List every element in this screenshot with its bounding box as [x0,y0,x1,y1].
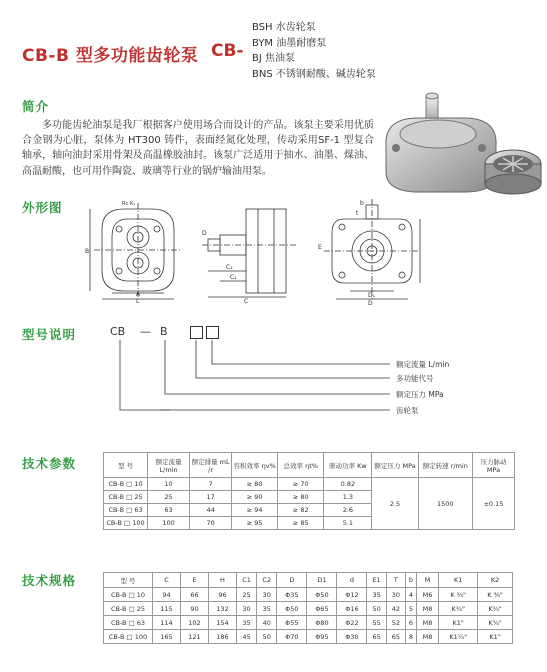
params-heading: 技术参数 [22,456,77,471]
variant-item: BSH 水齿轮泵 [252,22,316,33]
specs-cell: K¾" [478,616,513,630]
params-cell: ≥ 80 [232,478,278,491]
specs-cell: 90 [180,602,208,616]
specs-cell: 94 [153,588,181,602]
params-shared-speed: 1500 [418,478,472,530]
model-connector-lines [160,338,390,418]
params-cell: 44 [190,504,232,517]
specs-cell: 186 [208,630,236,644]
variant-list [252,20,376,82]
specs-header: D1 [307,573,337,588]
specs-cell: K¾" [439,602,478,616]
specs-cell: Φ30 [337,630,367,644]
params-shared-pulsation: ±0.15 [472,478,514,530]
specs-cell: CB-B □ 10 [104,588,153,602]
specs-cell: Φ12 [337,588,367,602]
specs-cell: 55 [367,616,386,630]
params-cell: 17 [190,491,232,504]
specs-header: E [180,573,208,588]
specs-cell: 5 [406,602,417,616]
specs-cell: 154 [208,616,236,630]
specs-cell: 50 [257,630,277,644]
specs-cell: Φ55 [277,616,307,630]
specs-table [103,572,513,644]
params-cell: ≥ 95 [232,517,278,530]
specs-cell: CB-B □ 100 [104,630,153,644]
params-cell: 10 [148,478,190,491]
specs-cell: 45 [236,630,256,644]
specs-cell: 165 [153,630,181,644]
params-cell: 100 [148,517,190,530]
specs-cell: Φ35 [277,588,307,602]
params-cell: ≥ 82 [278,504,324,517]
product-title-suffix: CB- [211,41,244,61]
specs-row [104,588,513,602]
params-cell: ≥ 80 [278,491,324,504]
front-view-drawing [84,199,194,305]
params-cell: CB-B □ 25 [104,491,148,504]
specs-header: H [208,573,236,588]
specs-cell: Φ70 [277,630,307,644]
model-desc-multi: 多功能代号 [396,374,434,383]
model-connector-lines-cb [110,338,170,418]
intro-text [22,118,374,179]
right-view-label: D₁ [368,292,376,299]
specs-cell: K¾" [478,602,513,616]
right-view-label: t [356,210,359,217]
side-view-label: C [244,298,249,305]
specs-cell: 132 [208,602,236,616]
model-code-b: B [160,325,168,338]
product-title: CB-B 型多功能齿轮泵 [22,46,199,66]
specs-cell: 30 [236,602,256,616]
params-header: 额定压力 MPa [372,453,418,478]
specs-cell: 52 [386,616,405,630]
params-cell: ≥ 94 [232,504,278,517]
params-cell: 1.3 [324,491,372,504]
specs-cell: 65 [386,630,405,644]
params-cell: ≥ 85 [278,517,324,530]
params-cell: 70 [190,517,232,530]
specs-header: C1 [236,573,256,588]
params-header: 额定排量 mL /r [190,453,232,478]
specs-cell: 115 [153,602,181,616]
specs-cell: 40 [257,616,277,630]
side-view-drawing [198,199,308,305]
specs-cell: M8 [416,630,438,644]
right-view-label: E [318,244,322,251]
specs-cell: 30 [257,588,277,602]
specs-header: b [406,573,417,588]
params-cell: CB-B □ 10 [104,478,148,491]
front-view-label: A [136,291,141,298]
model-desc-pressure: 额定压力 MPa [396,390,444,399]
specs-cell: 25 [236,588,256,602]
params-header: 驱动功率 Kw [324,453,372,478]
params-cell: 63 [148,504,190,517]
model-heading: 型号说明 [22,327,77,342]
specs-header: M [416,573,438,588]
specs-header: K2 [478,573,513,588]
specs-header: C2 [257,573,277,588]
params-header-row [104,453,515,478]
params-cell: ≥ 90 [232,491,278,504]
specs-header: D [277,573,307,588]
specs-cell: 42 [386,602,405,616]
specs-cell: 30 [386,588,405,602]
specs-header: E1 [367,573,386,588]
variant-item: BNS 不锈钢耐酸、碱齿轮泵 [252,68,376,80]
front-view-label: B [85,248,90,255]
specs-cell: K ⅜" [439,588,478,602]
specs-cell: 8 [406,630,417,644]
specs-cell: 35 [367,588,386,602]
specs-cell: 35 [236,616,256,630]
specs-cell: M6 [416,588,438,602]
model-desc-pump: 齿轮泵 [396,406,419,415]
specs-header: C [153,573,181,588]
params-cell: 0.82 [324,478,372,491]
specs-heading: 技术规格 [22,573,77,588]
specs-cell: K ⅜" [478,588,513,602]
front-view-label: Rc K₁ [122,201,136,207]
specs-row [104,602,513,616]
params-cell: 5.1 [324,517,372,530]
params-header: 额定流量 L/min [148,453,190,478]
params-cell: 25 [148,491,190,504]
right-view-label: D [368,300,373,305]
intro-heading: 简介 [22,99,50,114]
specs-cell: Φ50 [277,602,307,616]
specs-header: 型 号 [104,573,153,588]
right-view-drawing [316,199,428,305]
outline-heading: 外形图 [22,200,63,215]
params-row [104,478,515,491]
params-cell: 2.6 [324,504,372,517]
variant-item: BJ 焦油泵 [252,53,295,64]
specs-cell: CB-B □ 25 [104,602,153,616]
specs-cell: M8 [416,602,438,616]
specs-cell: Φ16 [337,602,367,616]
specs-cell: CB-B □ 63 [104,616,153,630]
specs-header: K1 [439,573,478,588]
specs-cell: Φ50 [307,588,337,602]
specs-cell: 114 [153,616,181,630]
specs-cell: Φ95 [307,630,337,644]
specs-cell: Φ80 [307,616,337,630]
params-header: 型 号 [104,453,148,478]
specs-cell: 96 [208,588,236,602]
variant-item: BYM 油墨耐磨泵 [252,37,327,49]
specs-row [104,616,513,630]
params-header: 容积效率 ηv% [232,453,278,478]
model-code-dash: — [140,325,151,338]
specs-cell: 66 [180,588,208,602]
params-cell: CB-B □ 63 [104,504,148,517]
specs-cell: Φ65 [307,602,337,616]
params-cell: 7 [190,478,232,491]
front-view-label: L [136,298,140,305]
model-code-cb: CB [110,325,126,338]
params-cell: CB-B □ 100 [104,517,148,530]
params-table [103,452,515,530]
specs-header: d [337,573,367,588]
specs-cell: 35 [257,602,277,616]
specs-header: T [386,573,405,588]
params-header: 额定转速 r/min [418,453,472,478]
specs-cell: Φ22 [337,616,367,630]
params-header: 总效率 ηt% [278,453,324,478]
params-shared-pressure: 2.5 [372,478,418,530]
model-desc-flow: 额定流量 L/min [396,360,450,369]
specs-row [104,630,513,644]
specs-cell: 4 [406,588,417,602]
specs-cell: 102 [180,616,208,630]
specs-cell: K1" [439,616,478,630]
right-view-label: b [360,200,364,207]
specs-cell: 6 [406,616,417,630]
side-view-label: D [202,230,207,237]
params-header: 压力脉动 MPa [472,453,514,478]
specs-cell: K1" [478,630,513,644]
specs-cell: K1¼" [439,630,478,644]
side-view-label: C₁ [230,274,237,281]
specs-header-row [104,573,513,588]
specs-cell: 65 [367,630,386,644]
specs-cell: 50 [367,602,386,616]
intro-paragraph: 多功能齿轮油泵是我厂根据客户使用场合而设计的产品。该泵主要采用优质合金钢为心脏，泵体为 HT300 铸件，表面经氮化处理，传动采用SF-1 型复合轴承，轴向油封采用骨架及高温橡胶油封。该泵广泛适用于抽水、油墨、煤油、高温耐酸，也可用作陶瓷、玻璃等行业的锅炉输油用泵。 [22,120,374,177]
side-view-label: C₂ [226,264,233,271]
pump-photo [378,88,543,200]
specs-cell: M8 [416,616,438,630]
specs-cell: 121 [180,630,208,644]
params-cell: ≥ 70 [278,478,324,491]
